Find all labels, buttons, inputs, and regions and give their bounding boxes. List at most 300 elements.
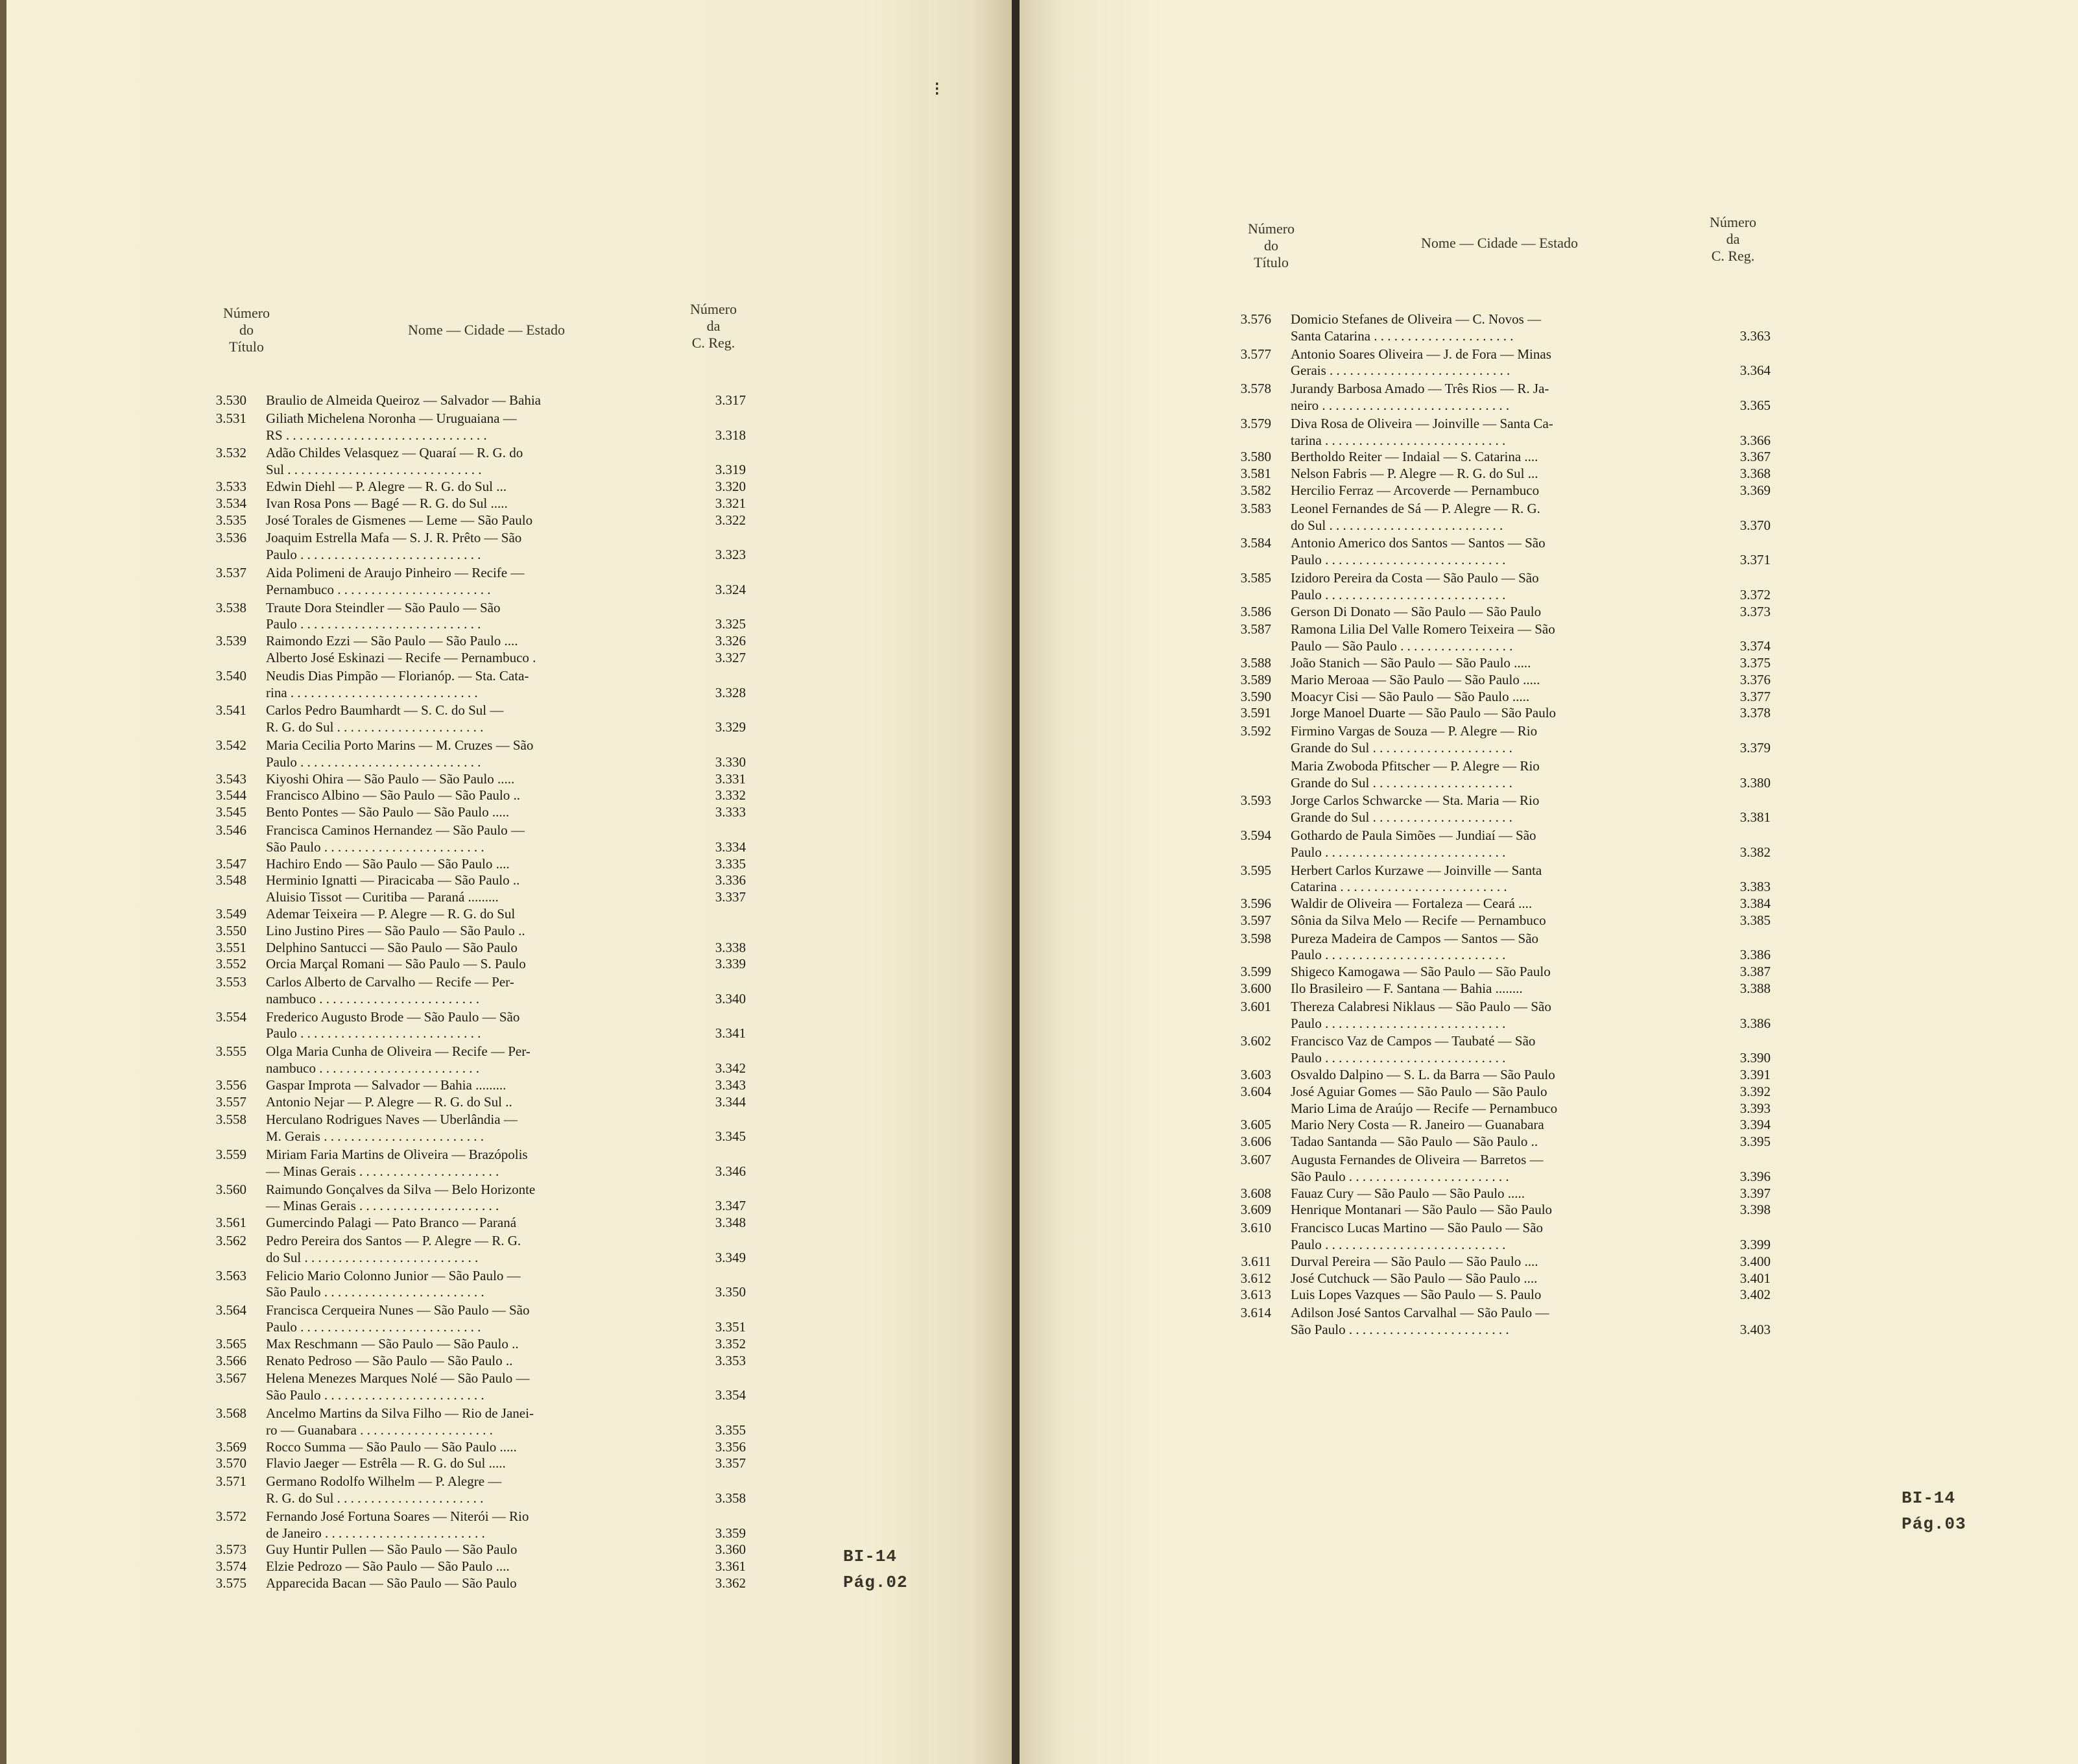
reg-number: 3.336 [715,872,746,888]
reg-number: 3.379 [1739,739,1771,756]
holder-name-city-state: Braulio de Almeida Queiroz — Salvador — Bahia [266,392,541,408]
title-number: 3.560 [215,1181,246,1197]
ink-mark: ⁝ [934,78,940,100]
title-number: 3.537 [215,564,246,580]
holder-name-city-state: Aluisio Tissot — Curitiba — Paraná ......... [266,889,499,905]
title-number: 3.594 [1240,827,1271,843]
title-number: 3.587 [1240,621,1271,638]
reg-number: 3.398 [1739,1202,1771,1218]
title-number: 3.590 [1240,688,1271,704]
holder-name-city-state: Gothardo de Paula Simões — Jundiaí — São Paulo . . . . . . . . . . . . . . . . . . . . . . . . . . . [1291,827,1536,860]
title-number: 3.534 [215,495,246,511]
reg-number: 3.394 [1739,1117,1771,1133]
registry-entry [188,1043,746,1077]
registry-entry [188,445,746,479]
reg-number: 3.322 [715,512,746,528]
registry-entry [1213,758,1771,792]
title-number: 3.567 [215,1370,246,1387]
holder-name-city-state: Neudis Dias Pimpão — Florianóp. — Sta. Cata- rina . . . . . . . . . . . . . . . . . . . . . . . . . . . . [266,667,529,700]
holder-name-city-state: Ramona Lilia Del Valle Romero Teixeira — São Paulo — São Paulo . . . . . . . . . . . . . . . . . [1291,621,1555,654]
reg-number: 3.366 [1739,432,1771,448]
registry-entry [188,1215,746,1232]
holder-name-city-state: Ilo Brasileiro — F. Santana — Bahia ........ [1291,981,1523,997]
reg-number: 3.400 [1739,1253,1771,1269]
reg-number: 3.370 [1739,517,1771,533]
holder-name-city-state: Leonel Fernandes de Sá — P. Alegre — R. G. do Sul . . . . . . . . . . . . . . . . . . . . . . . . . . [1291,500,1540,533]
reg-number: 3.339 [715,956,746,972]
title-number: 3.606 [1240,1134,1271,1150]
registry-entry [188,1370,746,1404]
footer-code: BI-14 [1902,1488,1956,1508]
holder-name-city-state: Kiyoshi Ohira — São Paulo — São Paulo ..... [266,770,515,787]
holder-name-city-state: Waldir de Oliveira — Fortaleza — Ceará .... [1291,896,1533,912]
registry-entry [1213,604,1771,621]
holder-name-city-state: Aida Polimeni de Araujo Pinheiro — Recife — Pernambuco . . . . . . . . . . . . . . . . . . . . . . . [266,564,525,597]
registry-entry [1213,466,1771,483]
title-number: 3.545 [215,804,246,820]
reg-number: 3.349 [715,1249,746,1265]
holder-name-city-state: Osvaldo Dalpino — S. L. da Barra — São Paulo [1291,1067,1555,1083]
registry-entry [188,392,746,409]
title-number: 3.568 [215,1405,246,1422]
reg-number: 3.344 [715,1093,746,1110]
title-number: 3.585 [1240,569,1271,586]
reg-number: 3.345 [715,1128,746,1145]
title-number: 3.571 [215,1473,246,1490]
title-number: 3.598 [1240,930,1271,946]
title-number: 3.599 [1240,964,1271,980]
reg-number: 3.369 [1739,482,1771,498]
registry-entry [1213,793,1771,826]
reg-number: 3.351 [715,1319,746,1335]
registry-entry [1213,828,1771,861]
reg-number: 3.372 [1739,586,1771,602]
registry-entry [1213,655,1771,672]
reg-number: 3.388 [1739,981,1771,997]
registry-entry [1213,1305,1771,1339]
header-name-city-state: Nome — Cidade — Estado [1421,235,1578,251]
reg-number: 3.324 [715,581,746,597]
title-number: 3.604 [1240,1083,1271,1099]
holder-name-city-state: Francisco Albino — São Paulo — São Paulo .. [266,787,520,804]
registry-entry [1213,311,1771,345]
registry-entry [188,650,746,667]
registry-entry [1213,535,1771,569]
reg-number: 3.353 [715,1352,746,1368]
reg-number: 3.368 [1739,466,1771,482]
registry-entry [188,974,746,1008]
registry-entry [1213,1117,1771,1134]
reg-number: 3.361 [715,1558,746,1575]
registry-entry [188,1009,746,1043]
title-number: 3.573 [215,1542,246,1558]
reg-number: 3.323 [715,547,746,563]
registry-entry [188,512,746,529]
title-number: 3.561 [215,1215,246,1231]
title-number: 3.536 [215,530,246,546]
reg-number: 3.391 [1739,1067,1771,1083]
title-number: 3.577 [1240,346,1271,362]
reg-number: 3.334 [715,839,746,855]
title-number: 3.595 [1240,862,1271,878]
registry-entry [1213,1084,1771,1101]
registry-entry [1213,1254,1771,1270]
reg-number: 3.357 [715,1455,746,1472]
registry-entry [188,702,746,736]
registry-entry [188,1439,746,1456]
title-number: 3.602 [1240,1033,1271,1049]
registry-entry [1213,449,1771,466]
reg-number: 3.395 [1739,1134,1771,1150]
holder-name-city-state: Orcia Marçal Romani — São Paulo — S. Paulo [266,956,526,972]
title-number: 3.582 [1240,482,1271,498]
holder-name-city-state: Frederico Augusto Brode — São Paulo — São Paulo . . . . . . . . . . . . . . . . . . . . . . . . . . . [266,1008,520,1042]
title-number: 3.564 [215,1302,246,1318]
title-number: 3.605 [1240,1117,1271,1133]
title-number: 3.580 [1240,449,1271,465]
reg-number: 3.362 [715,1575,746,1591]
holder-name-city-state: Carlos Alberto de Carvalho — Recife — Per- nambuco . . . . . . . . . . . . . . . . . . . . . . . . [266,974,514,1007]
title-number: 3.591 [1240,705,1271,721]
registry-entry [1213,1202,1771,1219]
registry-entry [188,1508,746,1542]
registry-entry [1213,723,1771,757]
registry-entry [1213,1101,1771,1117]
registry-entry [188,856,746,873]
registry-entry [1213,981,1771,997]
holder-name-city-state: Traute Dora Steindler — São Paulo — São Paulo . . . . . . . . . . . . . . . . . . . . . . . . . . . [266,599,501,632]
registry-entry [188,906,746,923]
reg-number: 3.350 [715,1284,746,1300]
holder-name-city-state: Maria Zwoboda Pfitscher — P. Alegre — Rio Grande do Sul . . . . . . . . . . . . . . . . . . . . . [1291,757,1540,791]
reg-number: 3.386 [1739,1015,1771,1031]
holder-name-city-state: Max Reschmann — São Paulo — São Paulo .. [266,1335,519,1352]
registry-entry [188,495,746,512]
holder-name-city-state: Herculano Rodrigues Naves — Uberlândia — M. Gerais . . . . . . . . . . . . . . . . . . . . . . . . [266,1112,518,1145]
holder-name-city-state: Gumercindo Palagi — Pato Branco — Paraná [266,1215,517,1231]
holder-name-city-state: Mario Meroaa — São Paulo — São Paulo ..... [1291,671,1540,687]
title-number: 3.544 [215,787,246,804]
title-number: 3.538 [215,599,246,615]
holder-name-city-state: Moacyr Cisi — São Paulo — São Paulo ..... [1291,688,1530,704]
registry-entry [1213,999,1771,1032]
title-number: 3.609 [1240,1202,1271,1218]
title-number: 3.607 [1240,1152,1271,1168]
holder-name-city-state: Pedro Pereira dos Santos — P. Alegre — R. G. do Sul . . . . . . . . . . . . . . . . . . . . . . . . . . [266,1233,521,1265]
registry-entry [188,1405,746,1439]
holder-name-city-state: Francisca Caminos Hernandez — São Paulo — São Paulo . . . . . . . . . . . . . . . . . . . . . . . . [266,822,525,855]
title-number: 3.552 [215,956,246,972]
title-number: 3.562 [215,1233,246,1249]
holder-name-city-state: Fauaz Cury — São Paulo — São Paulo ..... [1291,1185,1525,1201]
holder-name-city-state: Francisco Lucas Martino — São Paulo — São Paulo . . . . . . . . . . . . . . . . . . . . . . . . . . . [1291,1220,1544,1253]
registry-entry [188,923,746,940]
registry-entry [1213,346,1771,380]
reg-number: 3.367 [1739,449,1771,465]
registry-entry [1213,483,1771,499]
registry-entry [188,668,746,702]
holder-name-city-state: Mario Nery Costa — R. Janeiro — Guanabara [1291,1117,1544,1133]
reg-number: 3.338 [715,939,746,955]
footer-right [1902,1485,1966,1537]
left-page [0,0,1013,1764]
title-number: 3.589 [1240,671,1271,687]
footer-page-number: Pág.03 [1902,1514,1966,1534]
reg-number: 3.328 [715,684,746,700]
reg-number: 3.337 [715,889,746,905]
title-number: 3.549 [215,905,246,922]
title-number: 3.575 [215,1575,246,1591]
holder-name-city-state: Miriam Faria Martins de Oliveira — Brazópolis — Minas Gerais . . . . . . . . . . . . . . . . . . . . . [266,1147,528,1179]
registry-entry [188,633,746,650]
reg-number: 3.390 [1739,1050,1771,1066]
title-number: 3.613 [1240,1287,1271,1303]
title-number: 3.543 [215,770,246,787]
registry-entry [188,1233,746,1267]
title-number: 3.555 [215,1043,246,1060]
reg-number: 3.396 [1739,1168,1771,1184]
reg-number: 3.384 [1739,896,1771,912]
holder-name-city-state: Ademar Teixeira — P. Alegre — R. G. do Sul [266,905,516,922]
holder-name-city-state: João Stanich — São Paulo — São Paulo ..... [1291,654,1531,671]
reg-number: 3.348 [715,1215,746,1231]
registry-entry [1213,570,1771,604]
reg-number: 3.330 [715,754,746,770]
title-number: 3.533 [215,478,246,494]
reg-number: 3.399 [1739,1237,1771,1253]
registry-entry [1213,1270,1771,1287]
holder-name-city-state: Rocco Summa — São Paulo — São Paulo ..... [266,1438,517,1455]
reg-number: 3.317 [715,392,746,408]
holder-name-city-state: Thereza Calabresi Niklaus — São Paulo — São Paulo . . . . . . . . . . . . . . . . . . . . . . . . . . . [1291,998,1551,1031]
holder-name-city-state: Durval Pereira — São Paulo — São Paulo .... [1291,1253,1538,1269]
title-number: 3.583 [1240,500,1271,516]
registry-entry [188,1542,746,1558]
registry-entry [188,1268,746,1302]
title-number: 3.597 [1240,912,1271,928]
registry-entry [188,956,746,973]
registry-entry [188,737,746,771]
holder-name-city-state: Luis Lopes Vazques — São Paulo — S. Paulo [1291,1287,1542,1303]
reg-number: 3.374 [1739,638,1771,654]
registry-entry [188,1558,746,1575]
reg-number: 3.401 [1739,1270,1771,1286]
registry-entry [188,787,746,804]
holder-name-city-state: Delphino Santucci — São Paulo — São Paulo [266,939,518,955]
holder-name-city-state: Hachiro Endo — São Paulo — São Paulo .... [266,855,510,872]
holder-name-city-state: Flavio Jaeger — Estrêla — R. G. do Sul ..... [266,1455,506,1472]
holder-name-city-state: Elzie Pedrozo — São Paulo — São Paulo .... [266,1558,510,1575]
holder-name-city-state: Fernando José Fortuna Soares — Niterói — Rio de Janeiro . . . . . . . . . . . . . . . . . . . . . . . . [266,1508,529,1541]
title-number: 3.550 [215,922,246,938]
registry-entry [188,822,746,856]
title-number: 3.556 [215,1077,246,1093]
reg-number: 3.356 [715,1438,746,1455]
registry-entry [1213,1152,1771,1186]
entry-list-right [1213,311,1771,1339]
footer-page-number: Pág.02 [843,1573,908,1592]
registry-entry [188,565,746,599]
reg-number: 3.364 [1739,363,1771,379]
registry-entry [188,1473,746,1507]
footer-left [843,1544,908,1595]
registry-entry [188,1147,746,1180]
reg-number: 3.355 [715,1422,746,1438]
registry-entry [1213,501,1771,534]
reg-number: 3.347 [715,1198,746,1214]
reg-number: 3.320 [715,478,746,494]
header-reg-number: Número da C. Reg. [1709,214,1757,264]
registry-entry [188,940,746,957]
reg-number: 3.335 [715,855,746,872]
holder-name-city-state: Germano Rodolfo Wilhelm — P. Alegre — R. G. do Sul . . . . . . . . . . . . . . . . . . . . . . [266,1473,502,1506]
page-edge-shadow [0,0,6,1764]
holder-name-city-state: Edwin Diehl — P. Alegre — R. G. do Sul ... [266,478,507,494]
holder-name-city-state: Jurandy Barbosa Amado — Três Rios — R. Ja- neiro . . . . . . . . . . . . . . . . . . . . . . . . . . . . [1291,381,1549,413]
reg-number: 3.331 [715,770,746,787]
registry-entry [188,1094,746,1111]
holder-name-city-state: Giliath Michelena Noronha — Uruguaiana — RS . . . . . . . . . . . . . . . . . . . . . . . . . . . . . . [266,410,517,443]
registry-entry [1213,1186,1771,1202]
title-number: 3.530 [215,392,246,408]
holder-name-city-state: Antonio Americo dos Santos — Santos — São Paulo . . . . . . . . . . . . . . . . . . . . . . . . . . . [1291,535,1546,568]
holder-name-city-state: Raimundo Gonçalves da Silva — Belo Horizonte — Minas Gerais . . . . . . . . . . . . . . . . . . . . . [266,1181,536,1214]
holder-name-city-state: Olga Maria Cunha de Oliveira — Recife — Per- nambuco . . . . . . . . . . . . . . . . . . . . . . . . [266,1043,531,1077]
title-number: 3.600 [1240,981,1271,997]
reg-number: 3.319 [715,462,746,478]
registry-entry [188,411,746,444]
registry-entry [1213,689,1771,706]
registry-entry [1213,1220,1771,1254]
reg-number: 3.363 [1739,328,1771,344]
holder-name-city-state: Sônia da Silva Melo — Recife — Pernambuco [1291,912,1546,928]
holder-name-city-state: Joaquim Estrella Mafa — S. J. R. Prêto — São Paulo . . . . . . . . . . . . . . . . . . . . . . . . . . . [266,530,522,563]
header-title-number: Número do Título [222,305,270,355]
holder-name-city-state: Shigeco Kamogawa — São Paulo — São Paulo [1291,964,1551,980]
holder-name-city-state: Francisco Vaz de Campos — Taubaté — São Paulo . . . . . . . . . . . . . . . . . . . . . . . . . . . [1291,1033,1536,1066]
reg-number: 3.342 [715,1060,746,1077]
title-number: 3.539 [215,633,246,649]
holder-name-city-state: Lino Justino Pires — São Paulo — São Paulo .. [266,922,525,938]
header-title-number: Número do Título [1247,220,1295,270]
registry-entry [188,1182,746,1215]
reg-number: 3.383 [1739,879,1771,895]
holder-name-city-state: Adilson José Santos Carvalhal — São Paulo — São Paulo . . . . . . . . . . . . . . . . . . . . . . . . [1291,1305,1549,1338]
reg-number: 3.352 [715,1335,746,1352]
holder-name-city-state: Augusta Fernandes de Oliveira — Barretos — São Paulo . . . . . . . . . . . . . . . . . . . . . . . . [1291,1152,1544,1184]
reg-number: 3.378 [1739,705,1771,721]
reg-number: 3.340 [715,990,746,1007]
holder-name-city-state: Ancelmo Martins da Silva Filho — Rio de Janei- ro — Guanabara . . . . . . . . . . . . . . . . . . . . [266,1405,534,1438]
title-number: 3.559 [215,1147,246,1163]
title-number: 3.542 [215,737,246,753]
title-number: 3.610 [1240,1220,1271,1236]
title-number: 3.541 [215,702,246,719]
registry-entry [188,804,746,821]
holder-name-city-state: Hercilio Ferraz — Arcoverde — Pernambuco [1291,482,1540,498]
reg-number: 3.327 [715,649,746,665]
holder-name-city-state: Adão Childes Velasquez — Quaraí — R. G. do Sul . . . . . . . . . . . . . . . . . . . . . . . . . . . . . [266,445,523,478]
holder-name-city-state: Herminio Ignatti — Piracicaba — São Paulo .. [266,872,520,888]
registry-entry [1213,1134,1771,1150]
reg-number: 3.381 [1739,809,1771,826]
registry-entry [1213,964,1771,981]
book-gutter [1012,0,1020,1764]
registry-entry [1213,381,1771,414]
title-number: 3.614 [1240,1305,1271,1321]
holder-name-city-state: José Torales de Gismenes — Leme — São Paulo [266,512,533,528]
holder-name-city-state: Carlos Pedro Baumhardt — S. C. do Sul — R. G. do Sul . . . . . . . . . . . . . . . . . . . . . . [266,702,504,735]
registry-entry [188,1455,746,1472]
reg-number: 3.326 [715,633,746,649]
holder-name-city-state: Helena Menezes Marques Nolé — São Paulo — São Paulo . . . . . . . . . . . . . . . . . . . . . . . . [266,1370,530,1403]
right-page [1020,0,2078,1764]
registry-entry [188,1077,746,1094]
holder-name-city-state: Izidoro Pereira da Costa — São Paulo — São Paulo . . . . . . . . . . . . . . . . . . . . . . . . . . . [1291,569,1539,602]
holder-name-city-state: Jorge Manoel Duarte — São Paulo — São Paulo [1291,705,1557,721]
title-number: 3.566 [215,1352,246,1368]
reg-number: 3.392 [1739,1083,1771,1099]
holder-name-city-state: Antonio Nejar — P. Alegre — R. G. do Sul .. [266,1093,512,1110]
reg-number: 3.403 [1739,1322,1771,1338]
holder-name-city-state: Antonio Soares Oliveira — J. de Fora — Minas Gerais . . . . . . . . . . . . . . . . . . . . . . . . . . . [1291,346,1551,379]
title-number: 3.551 [215,939,246,955]
holder-name-city-state: Domicio Stefanes de Oliveira — C. Novos — Santa Catarina . . . . . . . . . . . . . . . . . . . . . [1291,311,1542,344]
title-number: 3.570 [215,1455,246,1472]
reg-number: 3.371 [1739,552,1771,568]
reg-number: 3.343 [715,1077,746,1093]
holder-name-city-state: Bento Pontes — São Paulo — São Paulo ..... [266,804,510,820]
registry-entry [188,1575,746,1592]
registry-entry [188,872,746,889]
registry-entry [1213,863,1771,896]
holder-name-city-state: Diva Rosa de Oliveira — Joinville — Santa Ca- tarina . . . . . . . . . . . . . . . . . . . . . . . . . . . [1291,415,1553,448]
registry-entry [1213,416,1771,449]
registry-entry [1213,1067,1771,1084]
title-number: 3.588 [1240,654,1271,671]
registry-entry [188,889,746,906]
reg-number: 3.375 [1739,654,1771,671]
footer-code: BI-14 [843,1547,898,1566]
reg-number: 3.358 [715,1490,746,1506]
holder-name-city-state: Nelson Fabris — P. Alegre — R. G. do Sul ... [1291,466,1538,482]
reg-number: 3.387 [1739,964,1771,980]
reg-number: 3.360 [715,1542,746,1558]
registry-entry [1213,621,1771,655]
registry-entry [188,479,746,495]
reg-number: 3.359 [715,1525,746,1541]
reg-number: 3.397 [1739,1185,1771,1201]
title-number: 3.572 [215,1508,246,1524]
title-number: 3.593 [1240,793,1271,809]
holder-name-city-state: José Cutchuck — São Paulo — São Paulo .... [1291,1270,1538,1286]
reg-number: 3.329 [715,719,746,735]
title-number: 3.601 [1240,998,1271,1014]
title-number: 3.569 [215,1438,246,1455]
registry-entry [188,1336,746,1353]
title-number: 3.531 [215,410,246,426]
title-number: 3.546 [215,822,246,838]
header-name-city-state: Nome — Cidade — Estado [408,322,565,338]
holder-name-city-state: Guy Huntir Pullen — São Paulo — São Paulo [266,1542,518,1558]
holder-name-city-state: Henrique Montanari — São Paulo — São Paulo [1291,1202,1553,1218]
reg-number: 3.325 [715,616,746,632]
holder-name-city-state: Gaspar Improta — Salvador — Bahia ......... [266,1077,507,1093]
registry-entry [1213,896,1771,912]
registry-entry [1213,912,1771,929]
holder-name-city-state: Alberto José Eskinazi — Recife — Pernambuco . [266,649,536,665]
holder-name-city-state: Gerson Di Donato — São Paulo — São Paulo [1291,603,1542,619]
